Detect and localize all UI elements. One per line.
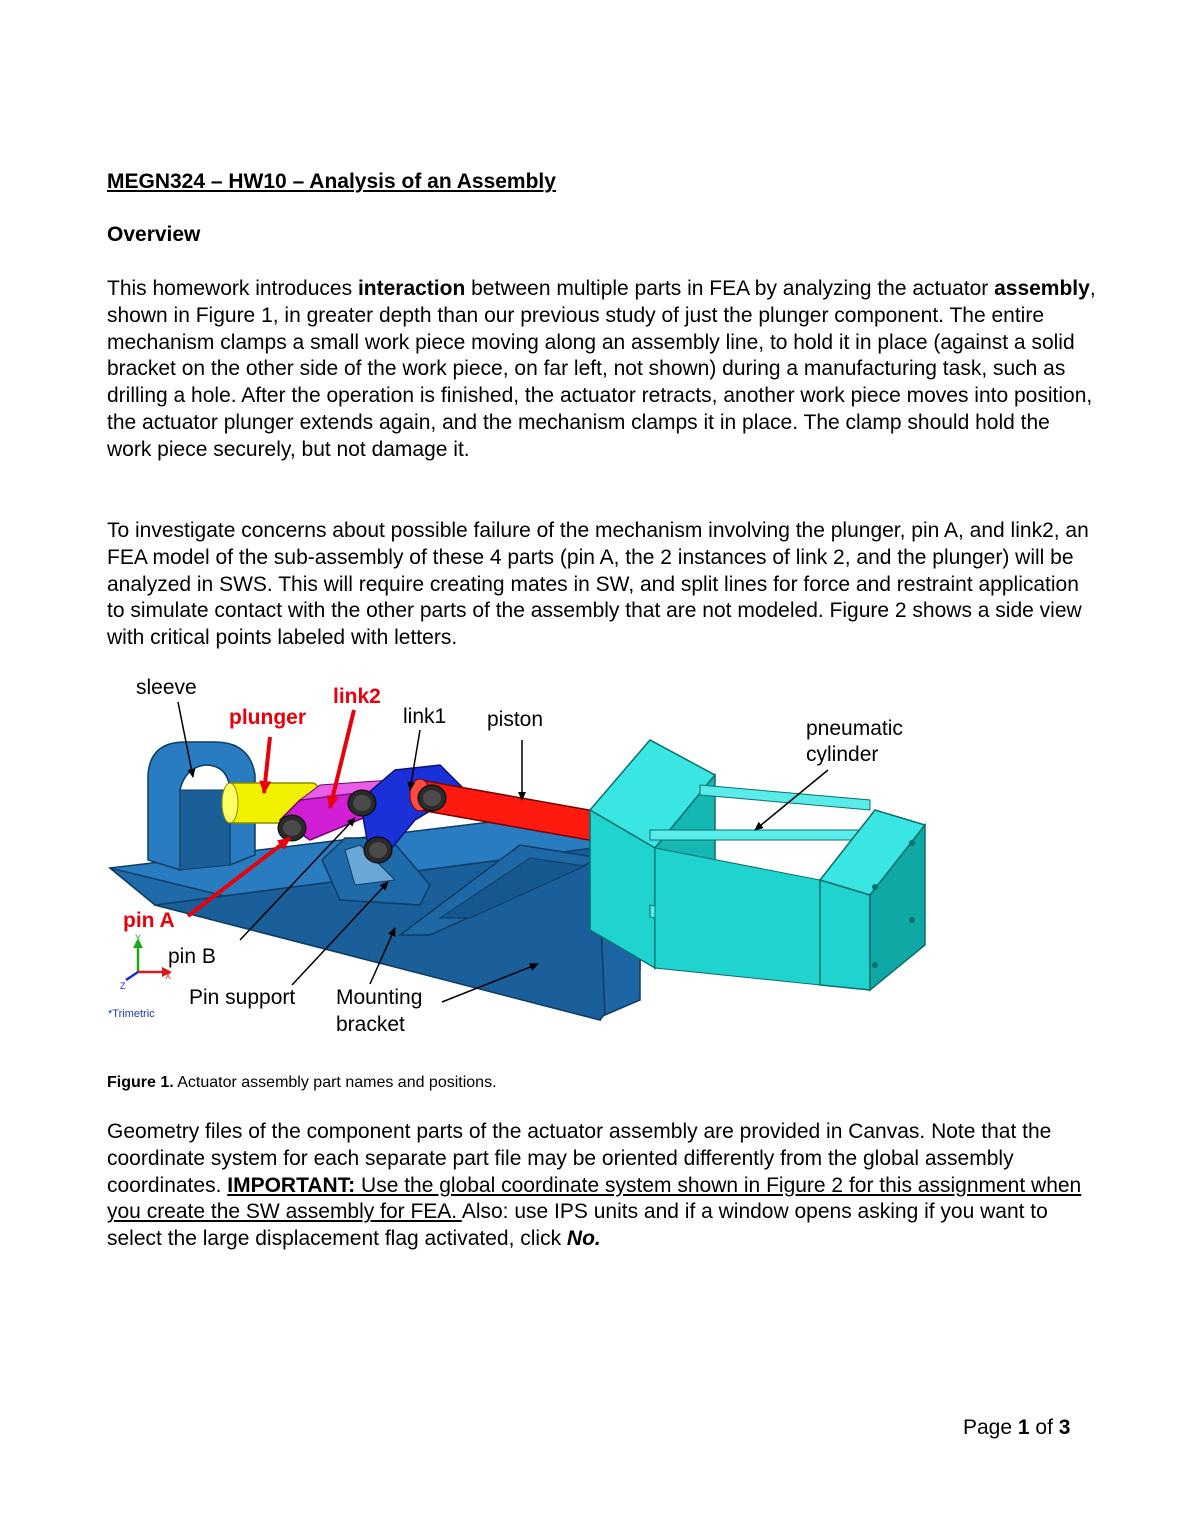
page-number bbox=[963, 1416, 1070, 1440]
p3-text-2: Also: use IPS units and if a window opens asking if you want to select the large displacement flag activated, click bbox=[107, 1200, 1048, 1251]
paragraph-overview bbox=[107, 276, 1097, 464]
page-prefix: Page bbox=[963, 1416, 1018, 1439]
p1-text-1: This homework introduces bbox=[107, 277, 358, 300]
p1-text-3: , shown in Figure 1, in greater depth than our previous study of just the plunger component. The entire mechanism clamps a small work piece moving along an assembly line, to hold it in place (against a solid bracket on the other side of the work piece, on far left, not shown) during a manufacturing task, such as drilling a hole. After the operation is finished, the actuator retracts, another work piece moves into position, the actuator plunger extends again, and the mechanism clamps it in place. The clamp should hold the work piece securely, but not damage it. bbox=[107, 277, 1096, 461]
label-bracket: bracket bbox=[336, 1013, 405, 1036]
section-heading-overview: Overview bbox=[107, 223, 201, 246]
caption-text: Actuator assembly part names and positions. bbox=[173, 1074, 497, 1091]
page-current: 1 bbox=[1017, 1416, 1030, 1439]
page-of: of bbox=[1029, 1416, 1059, 1439]
p3-no: No. bbox=[566, 1227, 601, 1251]
p1-bold-interaction: interaction bbox=[357, 277, 466, 300]
label-plunger: plunger bbox=[229, 706, 306, 729]
document-title: MEGN324 – HW10 – Analysis of an Assembly bbox=[107, 170, 556, 193]
p1-bold-assembly: assembly bbox=[994, 277, 1090, 300]
label-mounting: Mounting bbox=[336, 986, 423, 1009]
label-link1: link1 bbox=[403, 705, 447, 728]
label-pin-a: pin A bbox=[123, 909, 175, 932]
p3-important-label: IMPORTANT: bbox=[227, 1173, 356, 1197]
label-link2: link2 bbox=[333, 685, 381, 708]
axis-x-label: X bbox=[165, 971, 172, 981]
coordinate-triad bbox=[108, 933, 172, 1020]
label-pin-b: pin B bbox=[168, 945, 216, 968]
label-cylinder: cylinder bbox=[806, 743, 879, 766]
axis-y-label: Y bbox=[135, 933, 142, 943]
label-sleeve: sleeve bbox=[136, 676, 197, 699]
caption-label: Figure 1. bbox=[107, 1074, 174, 1091]
label-pneumatic: pneumatic bbox=[806, 717, 903, 740]
p1-text-2: between multiple parts in FEA by analyzing the actuator bbox=[465, 277, 995, 300]
label-pin-support: Pin support bbox=[189, 986, 296, 1009]
p3-text-1: Geometry files of the component parts of the actuator assembly are provided in Canvas. Note that the coordinate system for each separate part file may be oriented differently from the global assembly coordinates. bbox=[107, 1120, 1052, 1197]
trimetric-label: *Trimetric bbox=[108, 1008, 155, 1020]
figure-caption bbox=[107, 1074, 497, 1092]
paragraph-geometry bbox=[107, 1119, 1097, 1253]
label-piston: piston bbox=[487, 708, 544, 731]
pneumatic-cylinder-shape bbox=[590, 740, 925, 990]
axis-z-label: Z bbox=[120, 981, 126, 991]
page-total: 3 bbox=[1058, 1416, 1071, 1439]
p3-important-text: Use the global coordinate system shown in Figure 2 for this assignment when you create the SW assembly for FEA. bbox=[107, 1173, 1082, 1224]
actuator-assembly-figure bbox=[100, 665, 1060, 1050]
paragraph-investigation: To investigate concerns about possible failure of the mechanism involving the plunger, pin A, and link2, an FEA model of the sub-assembly of these 4 parts (pin A, the 2 instances of link 2, and the plunger) will be analyzed in SWS. This will require creating mates in SW, and split lines for force and restraint application to simulate contact with the other parts of the assembly that are not modeled. Figure 2 shows a side view with critical points labeled with letters. bbox=[107, 519, 1089, 650]
